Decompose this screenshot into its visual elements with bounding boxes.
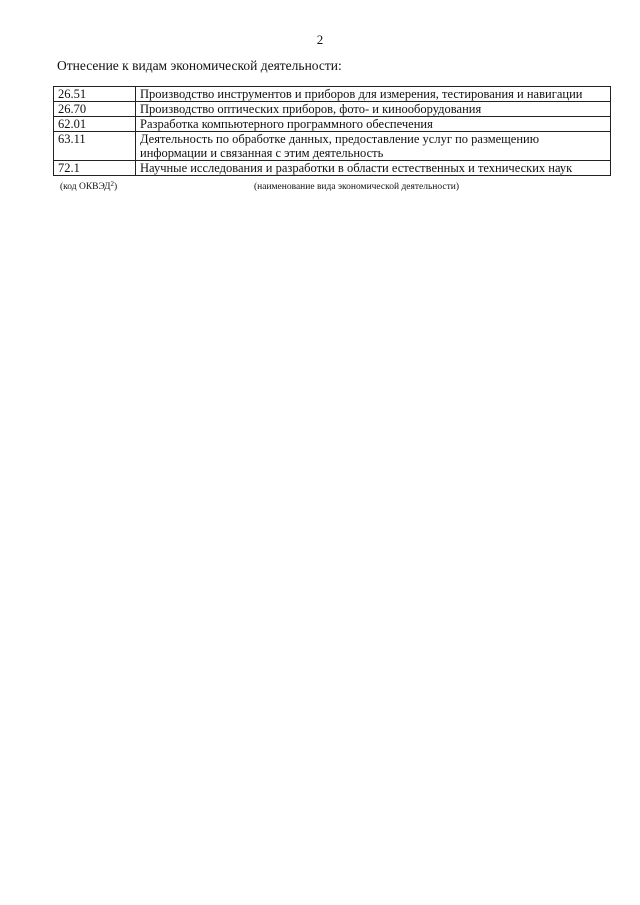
activity-name: Деятельность по обработке данных, предоставление услуг по размещению информации и связанная с этим деятельность	[136, 132, 611, 161]
table-row	[54, 117, 611, 132]
okved-code: 63.11	[54, 132, 136, 161]
activity-name: Разработка компьютерного программного обеспечения	[136, 117, 611, 132]
okved-table	[53, 86, 611, 176]
code-caption	[60, 182, 117, 192]
table-row	[54, 161, 611, 176]
table-row	[54, 102, 611, 117]
okved-code: 62.01	[54, 117, 136, 132]
name-caption: (наименование вида экономической деятельности)	[254, 182, 459, 192]
table-row	[54, 132, 611, 161]
okved-code: 26.51	[54, 87, 136, 102]
section-heading: Отнесение к видам экономической деятельности:	[57, 58, 342, 73]
table-captions	[0, 182, 640, 196]
activity-name: Производство оптических приборов, фото- и кинооборудования	[136, 102, 611, 117]
page-number: 2	[316, 32, 324, 47]
table-row	[54, 87, 611, 102]
code-caption-close: )	[113, 182, 118, 192]
okved-code: 26.70	[54, 102, 136, 117]
okved-code: 72.1	[54, 161, 136, 176]
activity-name: Научные исследования и разработки в области естественных и технических наук	[136, 161, 611, 176]
footnote-marker: 2	[110, 180, 114, 188]
code-caption-label: (код ОКВЭД	[60, 182, 111, 192]
activity-name: Производство инструментов и приборов для измерения, тестирования и навигации	[136, 87, 611, 102]
